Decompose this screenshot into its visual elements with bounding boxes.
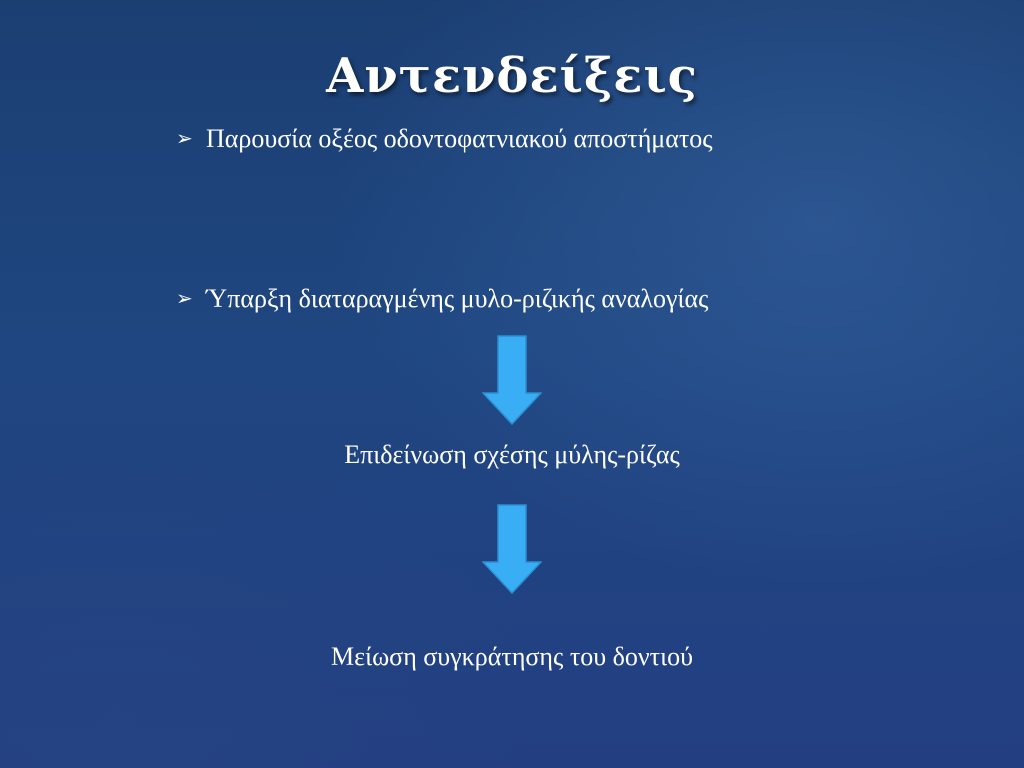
flow-step-worsening: Επιδείνωση σχέσης μύλης-ρίζας — [344, 440, 680, 469]
arrowhead-bullet-icon: ➢ — [176, 126, 193, 150]
down-arrow-icon — [482, 335, 542, 425]
bullet-text: Ύπαρξη διαταραγμένης μυλο-ριζικής αναλογίας — [206, 284, 709, 313]
flow-step-retention-reduction: Μείωση συγκράτησης του δοντιού — [331, 642, 693, 671]
bullet-item-crown-root-ratio — [176, 284, 956, 314]
slide-title: Αντενδείξεις — [326, 48, 698, 104]
bullet-text: Παρουσία οξέος οδοντοφατνιακού αποστήματος — [206, 124, 713, 153]
bullet-item-abscess — [176, 124, 956, 154]
arrowhead-bullet-icon: ➢ — [176, 286, 193, 310]
down-arrow-icon — [482, 504, 542, 594]
